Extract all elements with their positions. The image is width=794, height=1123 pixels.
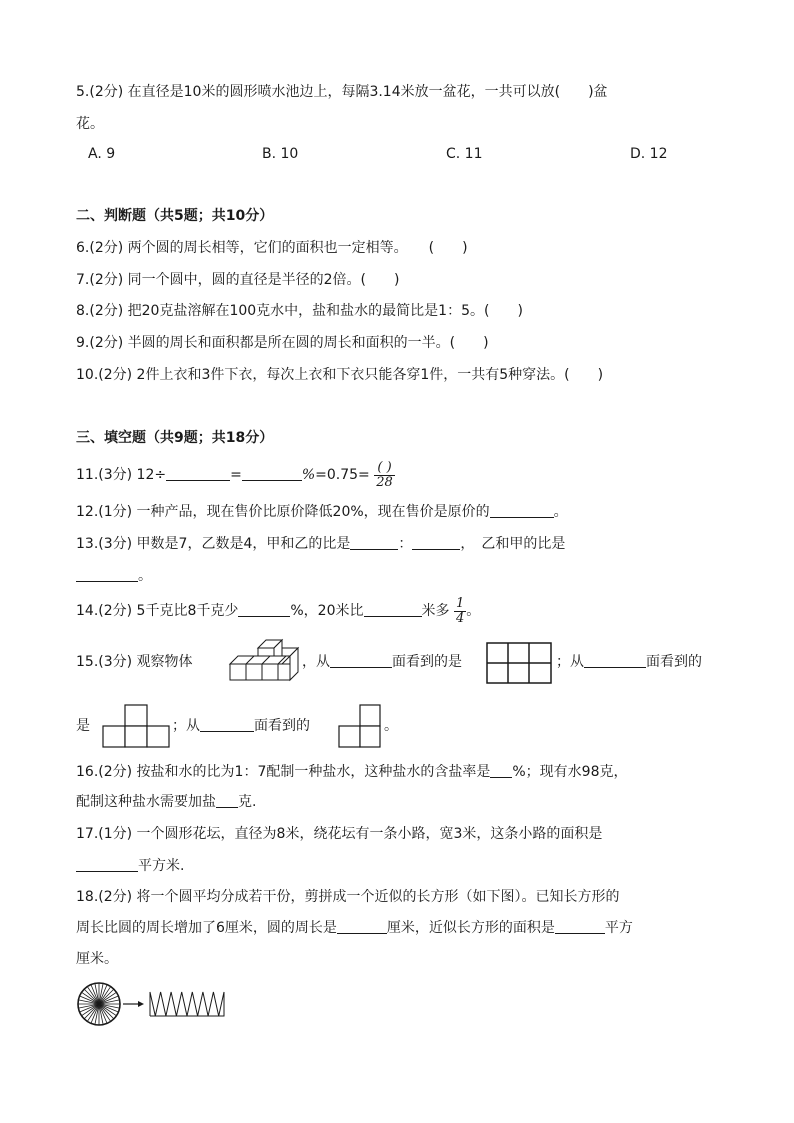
top-view-figure [338, 704, 382, 748]
q17-blank[interactable] [76, 857, 138, 872]
q14-fraction [454, 597, 466, 626]
q18-blank-1[interactable] [337, 919, 387, 934]
q13-blank-1[interactable] [350, 535, 398, 550]
q16-text-c: 配制这种盐水需要加盐 [76, 794, 216, 810]
q18-blank-2[interactable] [555, 919, 605, 934]
q12-text: 12.(1分) 一种产品，现在售价比原价降低20%，现在售价是原价的 [76, 504, 490, 520]
q15-text-b: ，从 [302, 654, 330, 670]
q11-line [76, 460, 395, 494]
q13-line1 [76, 534, 565, 554]
q14-line [76, 596, 480, 630]
q11-fraction [374, 461, 395, 490]
q15-text-a: 15.(3分) 观察物体 [76, 654, 193, 670]
q15-blank-3[interactable] [200, 717, 254, 732]
q14-fraction-denominator: 4 [455, 610, 465, 626]
q11-fraction-denominator: 28 [376, 474, 393, 490]
q15-line1-rest [302, 652, 462, 672]
cube-stack-figure [228, 636, 300, 688]
section-2-title: 二、判断题（共5题；共10分） [76, 208, 274, 224]
q11-prefix: 11.(3分) 12÷ [76, 467, 167, 483]
q17-text-b: 平方米. [138, 858, 185, 874]
q15-text-c: 面看到的是 [392, 654, 462, 670]
q13-blank-2[interactable] [412, 535, 460, 550]
approximate-rectangle [150, 992, 224, 1016]
q15-line2-rest [172, 716, 310, 736]
q5-line2: 花。 [76, 116, 104, 132]
q16-line1 [76, 762, 627, 782]
q11-equals-value: =0.75= [315, 467, 370, 483]
q14-fraction-numerator: 1 [455, 595, 465, 611]
q13-text-b: ， 乙和甲的比是 [460, 536, 566, 552]
q7-text: 7.(2分) 同一个圆中，圆的直径是半径的2倍。( ) [76, 272, 400, 288]
q11-equals: = [230, 467, 242, 483]
q16-line2 [76, 792, 256, 812]
q16-text-d: 克. [238, 794, 257, 810]
q13-colon: ： [398, 536, 413, 552]
q6-text: 6.(2分) 两个圆的周长相等，它们的面积也一定相等。 ( ) [76, 240, 468, 256]
q5-option-b: B. 10 [262, 146, 299, 162]
front-view-3x2-figure [486, 642, 552, 684]
q14-blank-2[interactable] [364, 602, 422, 617]
q18-line1: 18.(2分) 将一个圆平均分成若干份，剪拼成一个近似的长方形（如下图）。已知长方形的 [76, 889, 620, 905]
q12-line [76, 502, 568, 522]
q14-text-a: 14.(2分) 5千克比8千克少 [76, 603, 239, 619]
q15-blank-2[interactable] [584, 653, 646, 668]
q12-end: 。 [553, 504, 568, 520]
q15-text-e: 面看到的 [646, 654, 702, 670]
q15-text-f: 是 [76, 718, 90, 734]
q5-option-c: C. 11 [446, 146, 483, 162]
q15-text-d: ；从 [556, 654, 584, 670]
q5-option-d: D. 12 [630, 146, 668, 162]
q11-fraction-numerator: ( ) [374, 461, 395, 476]
q16-blank-2[interactable] [216, 793, 238, 808]
q14-end: 。 [466, 603, 481, 619]
q18-text-c: 厘米，近似长方形的面积是 [386, 920, 555, 936]
q18-text-d: 平方 [604, 920, 633, 936]
q16-text-b: %；现有水98克， [512, 764, 628, 780]
circle-to-rectangle-figure [76, 980, 236, 1032]
q18-line2 [76, 918, 633, 938]
q15-text-h: 面看到的 [254, 718, 310, 734]
q15-blank-1[interactable] [330, 653, 392, 668]
q10-text: 10.(2分) 2件上衣和3件下衣，每次上衣和下衣只能各穿1件，一共有5种穿法。( ) [76, 367, 604, 383]
q15-end: 。 [384, 718, 398, 734]
q11-blank-2[interactable] [242, 466, 302, 481]
q5-line1: 5.(2分) 在直径是10米的圆形喷水池边上，每隔3.14米放一盆花，一共可以放( )盆 [76, 84, 608, 100]
q16-text-a: 16.(2分) 按盐和水的比为1：7配制一种盐水，这种盐水的含盐率是 [76, 764, 491, 780]
q18-line3: 厘米。 [76, 951, 118, 967]
section-3-title: 三、填空题（共9题；共18分） [76, 430, 274, 446]
q11-percent: % [301, 467, 316, 483]
q16-blank-1[interactable] [490, 763, 512, 778]
q14-text-b: %，20米比 [290, 603, 364, 619]
q13-text-a: 13.(3分) 甲数是7，乙数是4，甲和乙的比是 [76, 536, 351, 552]
q12-blank[interactable] [490, 503, 554, 518]
q15-line1-end [556, 652, 702, 672]
side-view-figure [102, 704, 172, 748]
q5-option-a: A. 9 [88, 146, 116, 162]
q14-blank-1[interactable] [238, 602, 290, 617]
q17-line2 [76, 856, 184, 876]
q8-text: 8.(2分) 把20克盐溶解在100克水中，盐和盐水的最简比是1：5。( ) [76, 303, 523, 319]
q13-line2 [76, 566, 152, 586]
q15-text-g: ；从 [172, 718, 200, 734]
q14-text-c: 米多 [421, 603, 450, 619]
q9-text: 9.(2分) 半圆的周长和面积都是所在圆的周长和面积的一半。( ) [76, 335, 489, 351]
q13-end: 。 [138, 568, 152, 584]
q17-line1: 17.(1分) 一个圆形花坛，直径为8米，绕花坛有一条小路，宽3米，这条小路的面积是 [76, 826, 603, 842]
arrow-icon [138, 1001, 144, 1007]
q13-blank-3[interactable] [76, 567, 138, 582]
q11-blank-1[interactable] [166, 466, 230, 481]
q18-text-b: 周长比圆的周长增加了6厘米，圆的周长是 [76, 920, 337, 936]
